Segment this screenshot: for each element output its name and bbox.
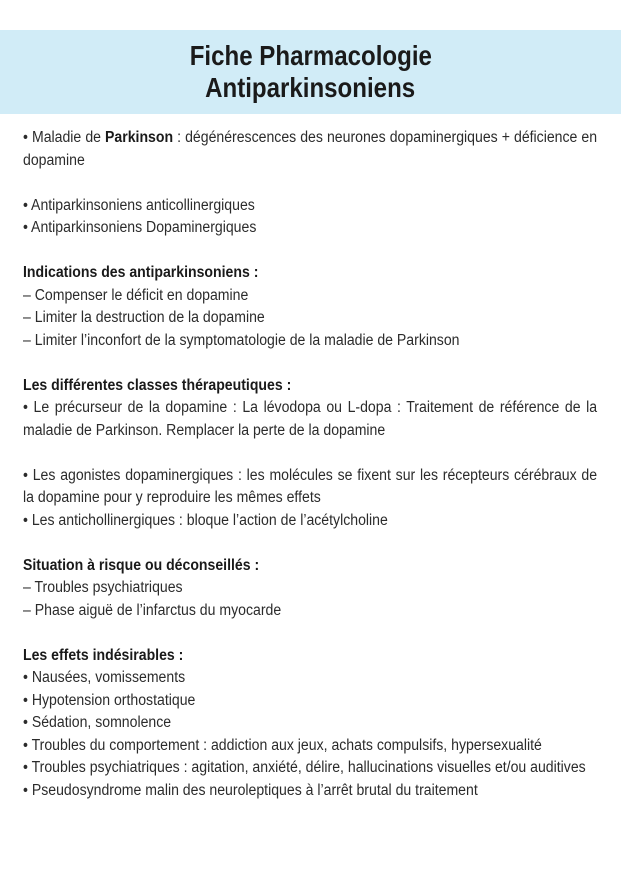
side-effect-item: • Sédation, somnolence — [23, 714, 172, 731]
side-effect-item: • Hypotension orthostatique — [23, 691, 196, 709]
intro-paragraph — [23, 127, 597, 172]
class-item: • Les agonistes dopaminergiques : les molécules se fixent sur les récepteurs cérébraux de la dopamine pour y reproduire les mêmes effets — [23, 466, 598, 506]
indication-item: – Limiter l’inconfort de la symptomatologie de la maladie de Parkinson — [23, 331, 460, 349]
document-body — [23, 127, 597, 802]
page-subtitle: Antiparkinsoniens — [205, 72, 416, 103]
indication-item: – Compenser le déficit en dopamine — [23, 286, 249, 304]
section-title-risks: Situation à risque ou déconseillés : — [23, 556, 260, 574]
class-item: • Les antichollinergiques : bloque l’action de l’acétylcholine — [23, 511, 388, 529]
side-effect-item: • Nausées, vomissements — [23, 669, 186, 686]
section-title-classes: Les différentes classes thérapeutiques : — [23, 376, 292, 394]
page-title: Fiche Pharmacologie — [189, 40, 432, 71]
type-item: • Antiparkinsoniens anticollinergiques — [23, 196, 255, 214]
intro-keyword: Parkinson — [105, 129, 174, 146]
section-title-indications: Indications des antiparkinsoniens : — [23, 264, 259, 281]
type-item: • Antiparkinsoniens Dopaminergiques — [23, 219, 257, 236]
side-effect-item: • Pseudosyndrome malin des neuroleptiques à l’arrêt brutal du traitement — [23, 781, 478, 799]
section-title-side-effects: Les effets indésirables : — [23, 646, 184, 664]
intro-suffix: : dégénérescences des neurones dopaminergiques + déficience en dopamine — [23, 129, 598, 169]
class-item: • Le précurseur de la dopamine : La lévodopa ou L-dopa : Traitement de référence de la maladie de Parkinson. Remplacer la perte de la dopamine — [23, 399, 598, 439]
intro-bullet: • — [23, 129, 28, 146]
indication-item: – Limiter la destruction de la dopamine — [23, 309, 265, 326]
side-effect-item: • Troubles du comportement : addiction aux jeux, achats compulsifs, hypersexualité — [23, 736, 542, 754]
risk-item: – Phase aiguë de l’infarctus du myocarde — [23, 601, 282, 619]
side-effect-item: • Troubles psychiatriques : agitation, anxiété, délire, hallucinations visuelles et/ou auditives — [23, 759, 586, 776]
risk-item: – Troubles psychiatriques — [23, 579, 183, 596]
title-banner — [0, 30, 621, 114]
intro-prefix: Maladie de — [27, 129, 106, 146]
